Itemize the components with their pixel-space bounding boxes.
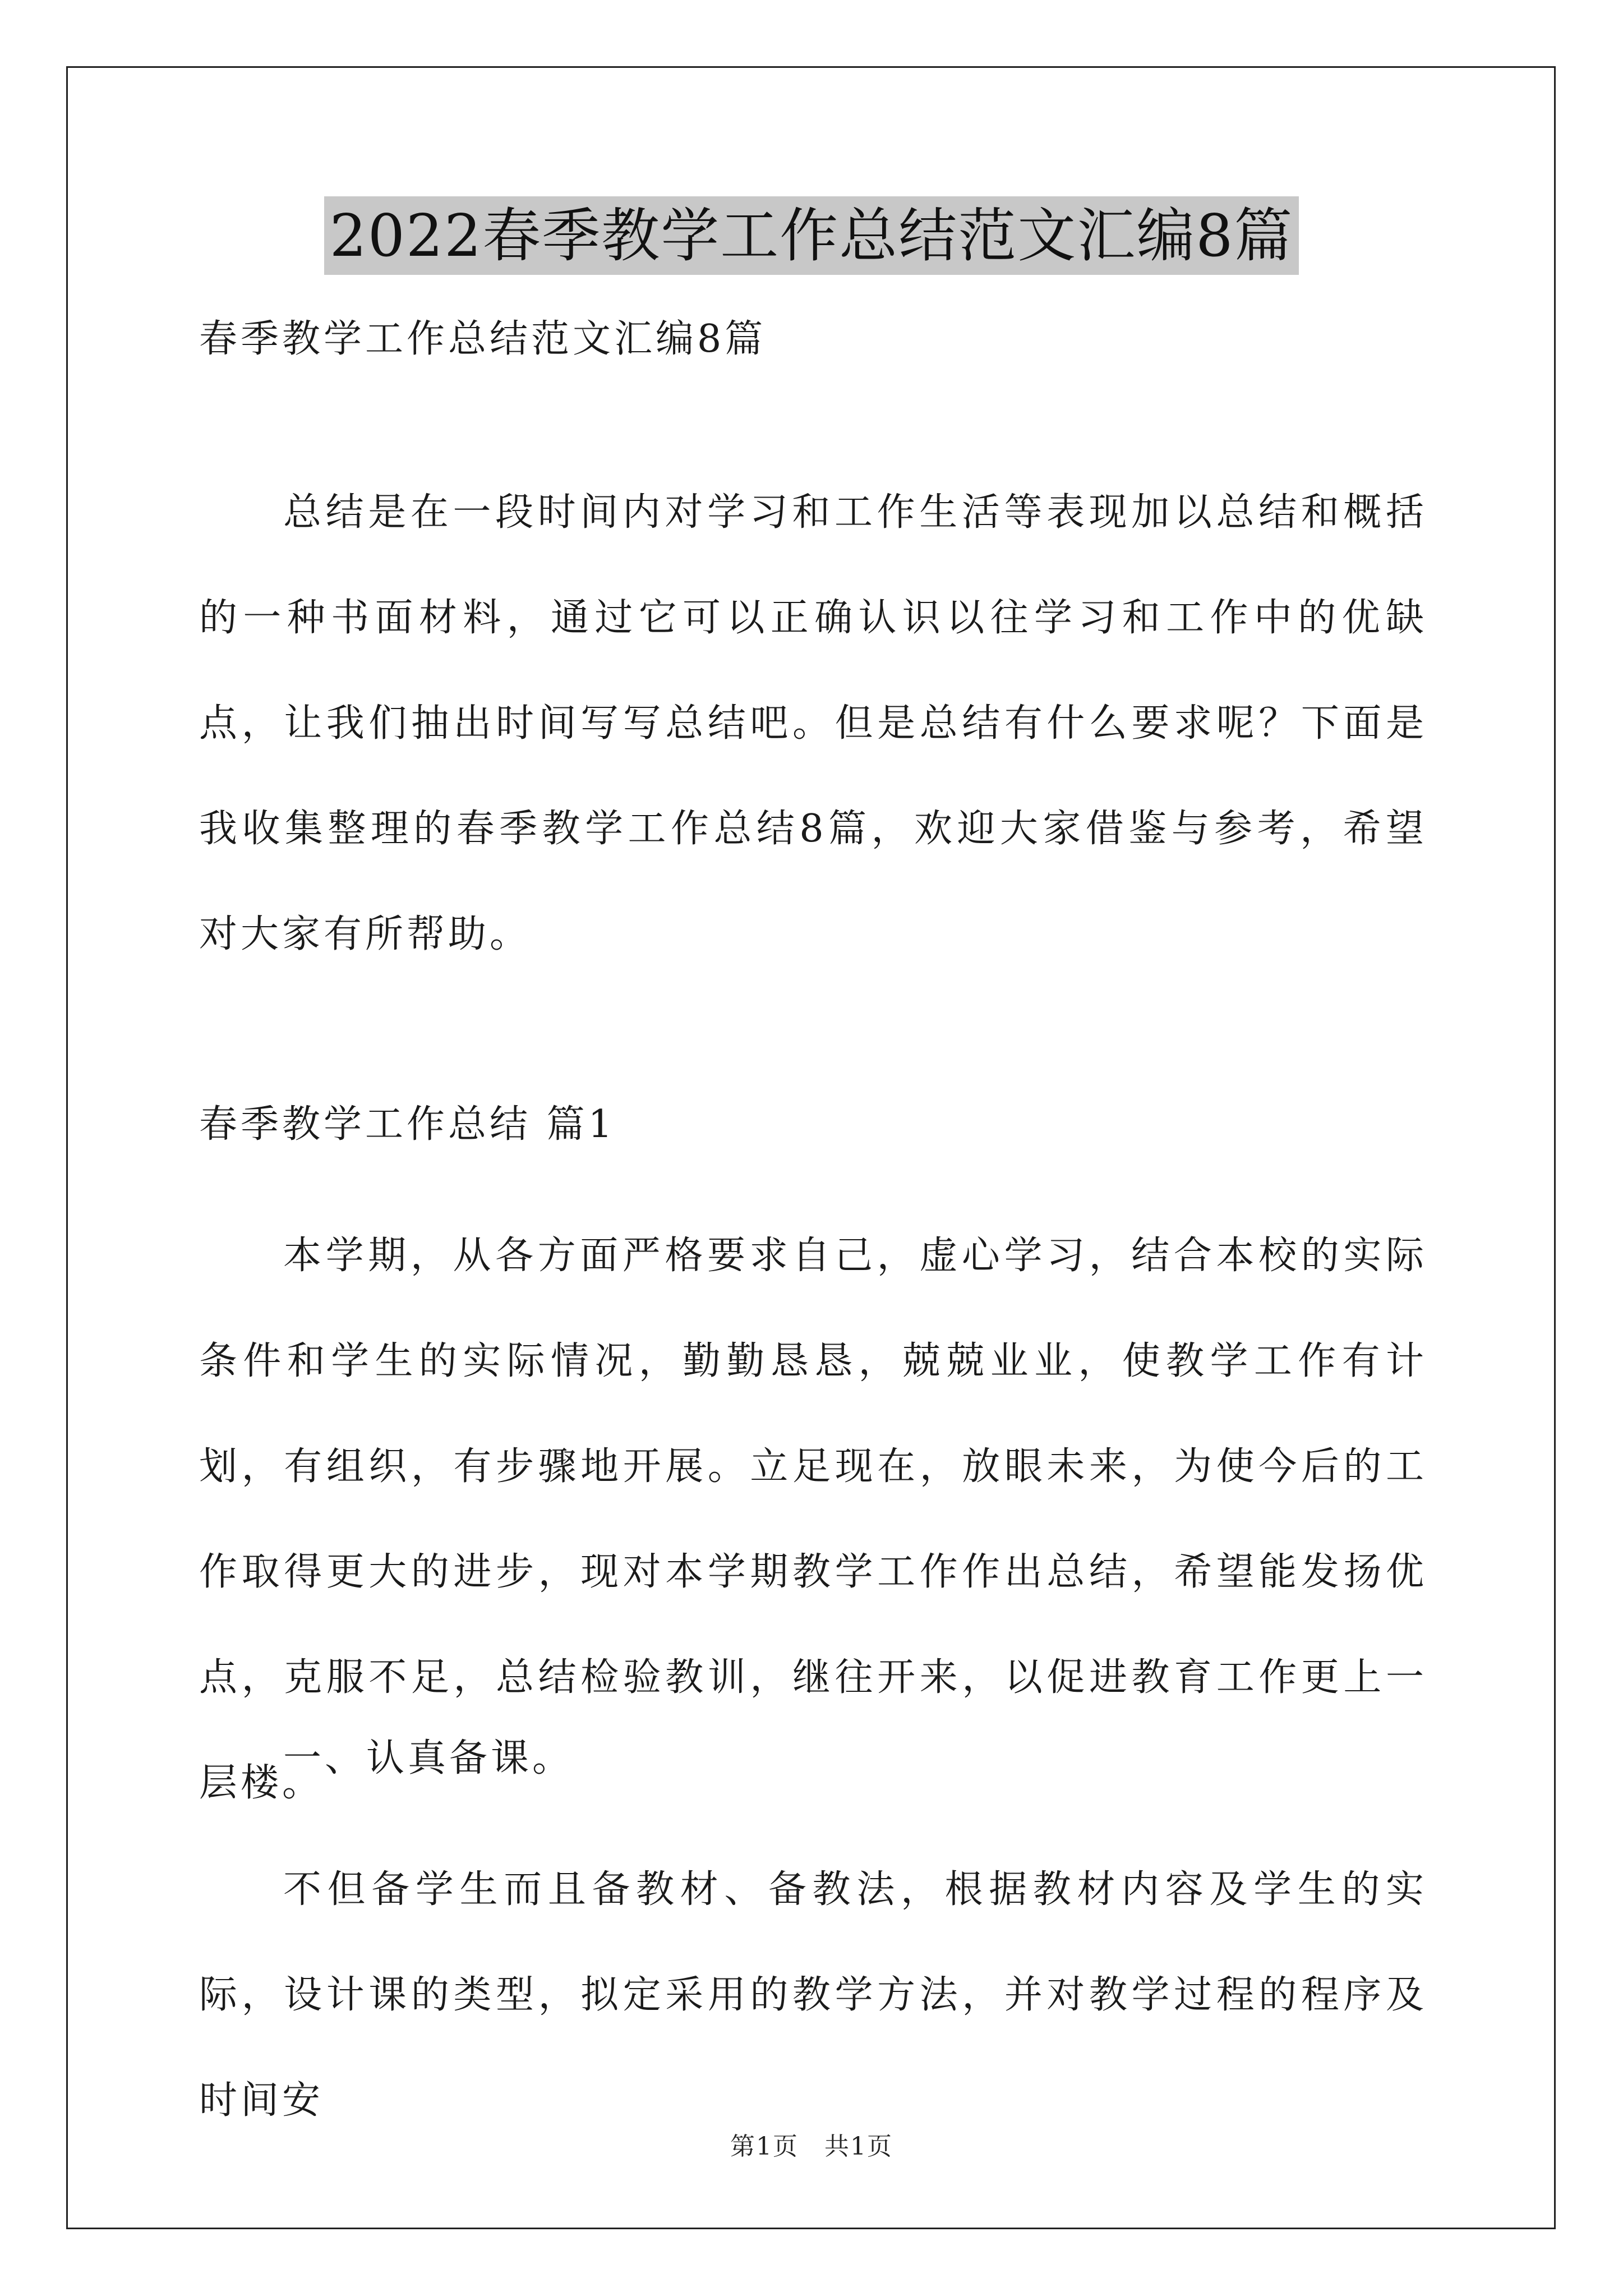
section-paragraph: 本学期，从各方面严格要求自己，虚心学习，结合本校的实际条件和学生的实际情况，勤勤恳恳，兢兢业业，使教学工作有计划，有组织，有步骤地开展。立足现在，放眼未来，为使今后的工作取得更大的进步，现对本学期教学工作作出总结，希望能发扬优点，克服不足，总结检验教训，继往开来，以促进教育工作更上一层楼。 bbox=[199, 1234, 1427, 1805]
page-footer: 第1页 共1页 bbox=[730, 2132, 893, 2161]
document-title: 2022春季教学工作总结范文汇编8篇 bbox=[324, 196, 1299, 275]
item-heading: 一、认真备课。 bbox=[283, 1736, 574, 1780]
title-block bbox=[0, 196, 1623, 275]
document-subtitle: 春季教学工作总结范文汇编8篇 bbox=[199, 317, 767, 361]
intro-paragraph: 总结是在一段时间内对学习和工作生活等表现加以总结和概括的一种书面材料，通过它可以正确认识以往学习和工作中的优缺点，让我们抽出时间写写总结吧。但是总结有什么要求呢？下面是我收集整理的春季教学工作总结8篇，欢迎大家借鉴与参考，希望对大家有所帮助。 bbox=[199, 490, 1427, 956]
item-paragraph: 不但备学生而且备教材、备教法，根据教材内容及学生的实际，设计课的类型，拟定采用的教学方法，并对教学过程的程序及时间安 bbox=[199, 1867, 1427, 2123]
section-heading: 春季教学工作总结 篇1 bbox=[199, 1102, 616, 1147]
